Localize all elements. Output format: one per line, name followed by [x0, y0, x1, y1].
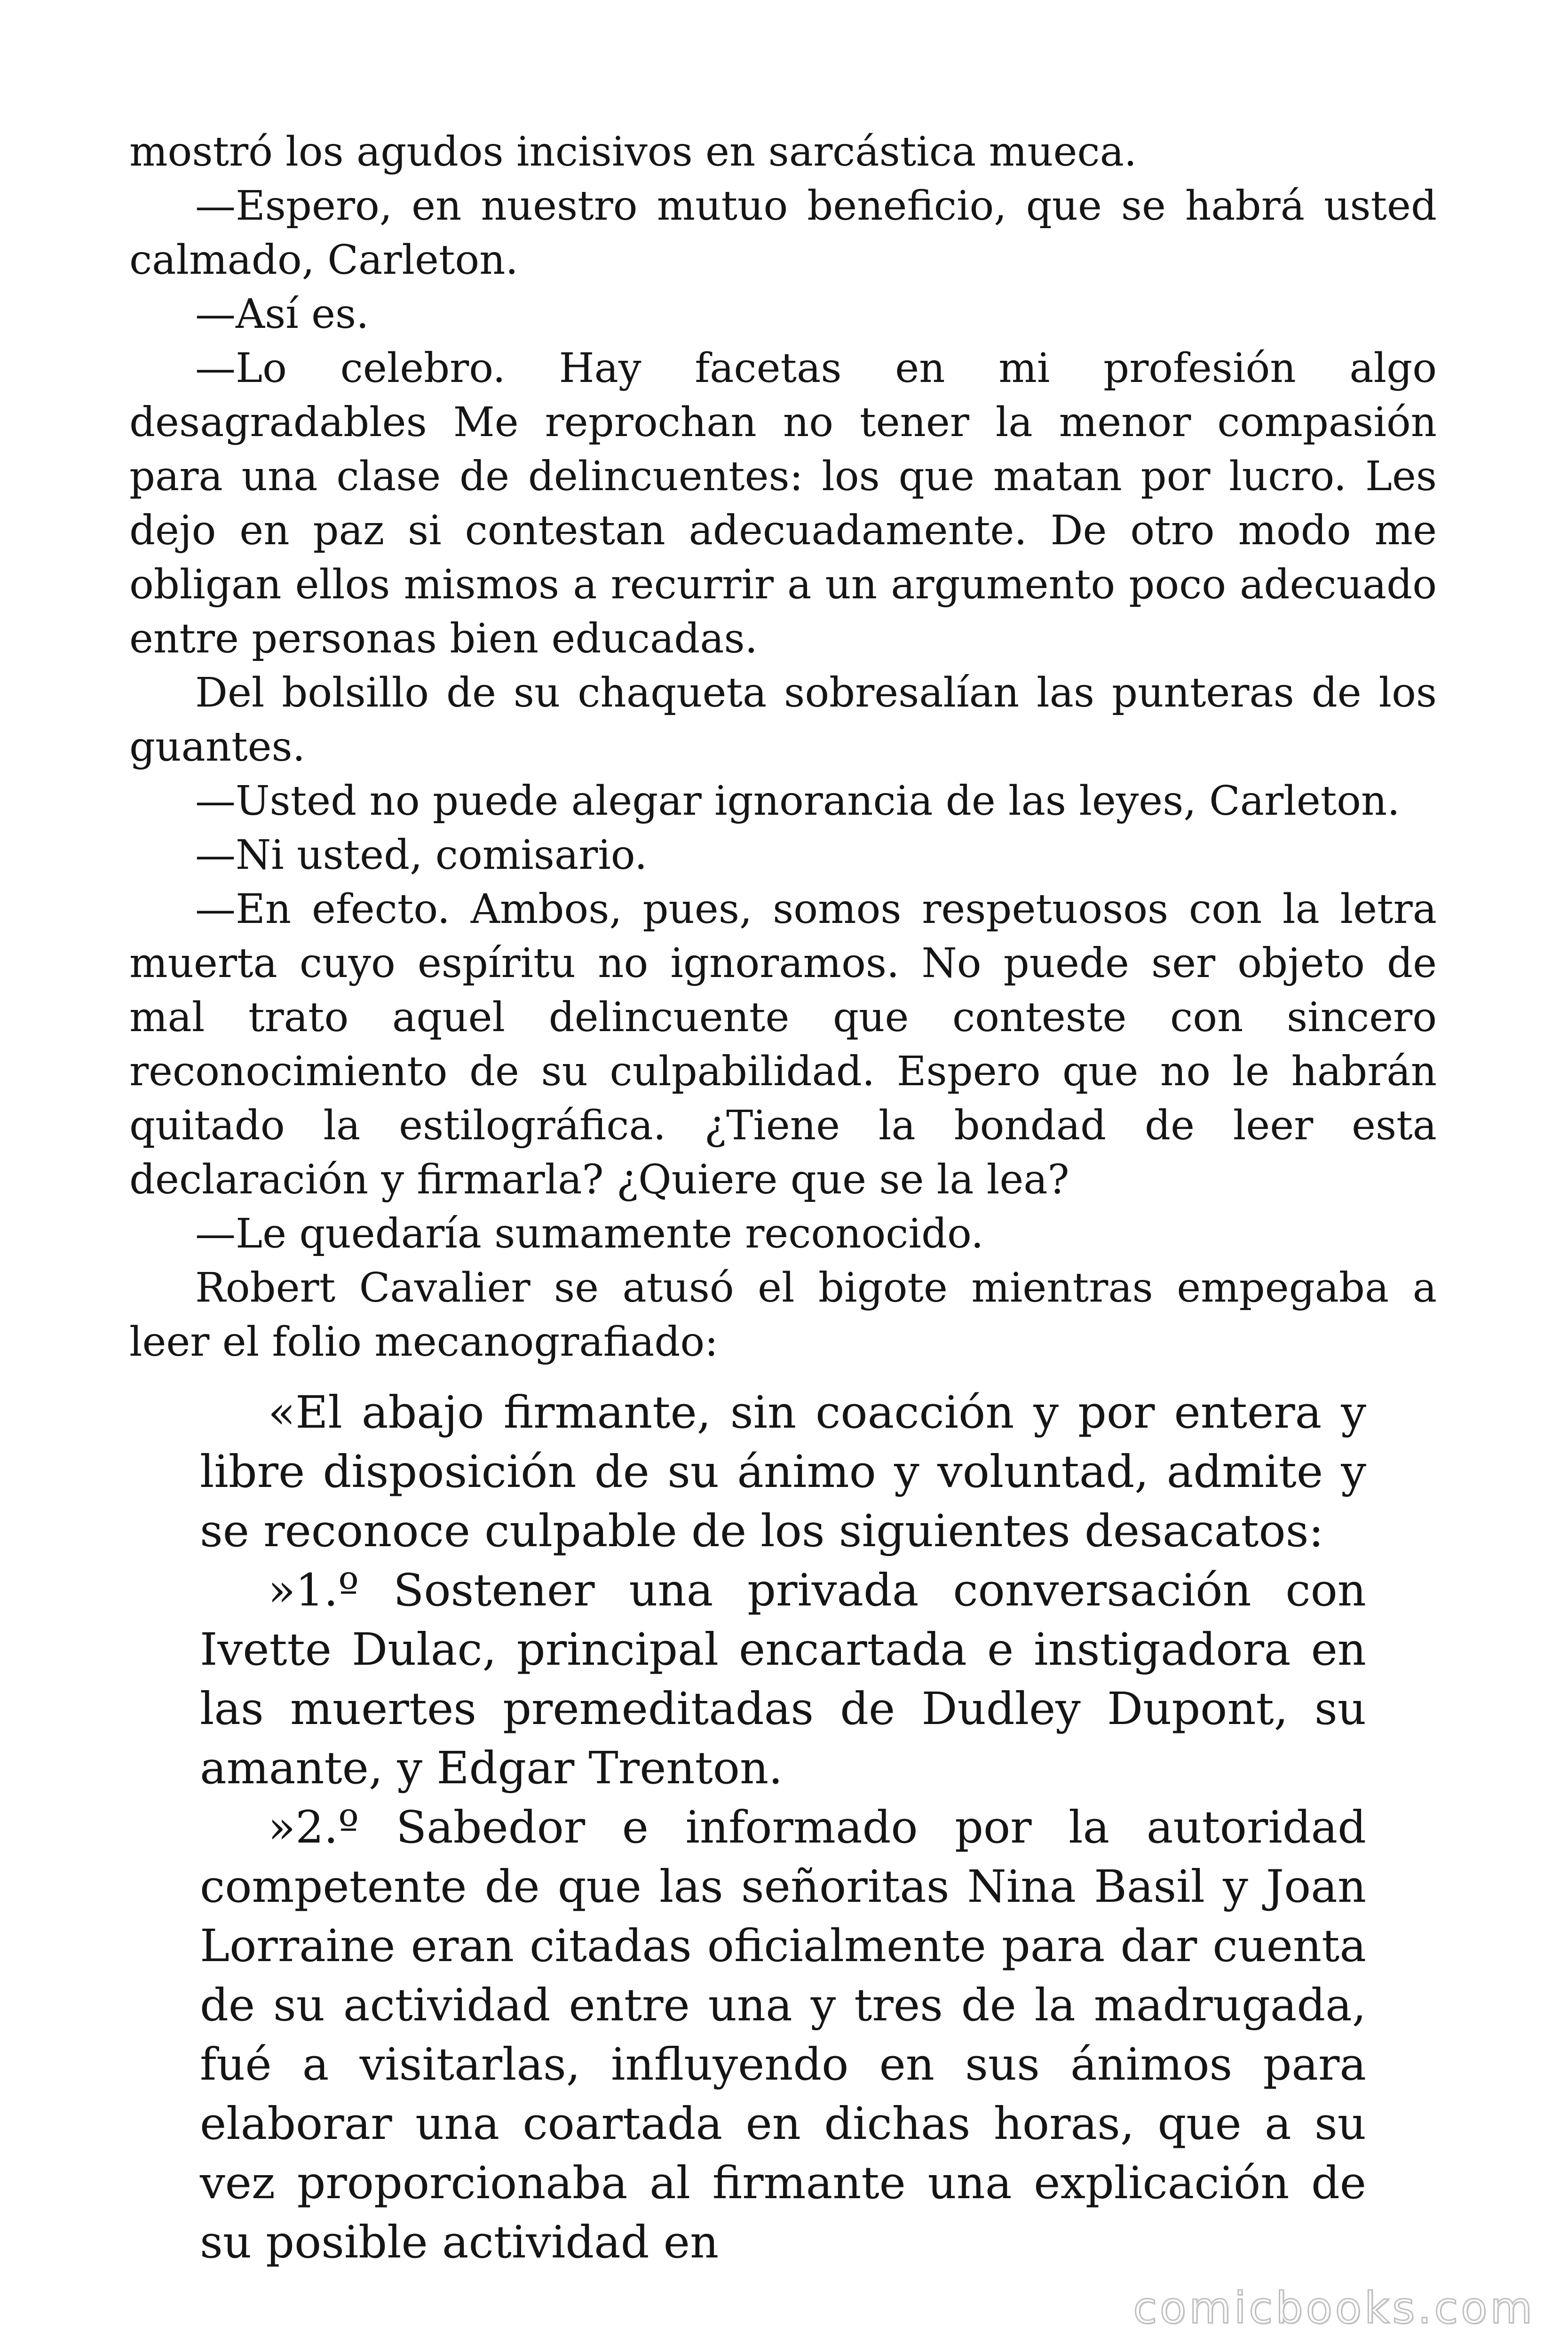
paragraph: Robert Cavalier se atusó el bigote mientras empegaba a leer el folio mecanografiado:	[129, 1264, 1437, 1366]
paragraph: —En efecto. Ambos, pues, somos respetuosos con la letra muerta cuyo espíritu no ignoramos. No puede ser objeto de mal trato aquel delincuente que conteste con sincero reconocimiento de su culpabilidad. Espero que no le habrán quitado la estilográfica. ¿Tiene la bondad de leer esta declaración y firmarla? ¿Quiere que se la lea?	[129, 886, 1437, 1203]
paragraph: Del bolsillo de su chaqueta sobresalían las punteras de los guantes.	[129, 669, 1437, 771]
paragraph: mostró los agudos incisivos en sarcástica mueca.	[129, 128, 1137, 175]
paragraph: —Usted no puede alegar ignorancia de las leyes, Carleton.	[195, 778, 1400, 825]
quote-paragraph: »1.º Sostener una privada conversación con Ivette Dulac, principal encartada e instigadora en las muertes premeditadas de Dudley Dupont, su amante, y Edgar Trenton.	[200, 1565, 1366, 1794]
paragraph: —Le quedaría sumamente reconocido.	[195, 1210, 984, 1257]
watermark: comicbooks.com	[1133, 2283, 1535, 2333]
body-text	[129, 125, 1437, 1369]
declaration-quote	[200, 1383, 1366, 2272]
quote-paragraph: »2.º Sabedor e informado por la autoridad competente de que las señoritas Nina Basil y Joan Lorraine eran citadas oficialmente para dar cuenta de su actividad entre una y tres de la madrugada, fué a visitarlas, influyendo en sus ánimos para elaborar una coartada en dichas horas, que a su vez proporcionaba al firmante una explicación de su posible actividad en	[200, 1802, 1366, 2268]
quote-paragraph: «El abajo firmante, sin coacción y por entera y libre disposición de su ánimo y voluntad, admite y se reconoce culpable de los siguientes desacatos:	[200, 1387, 1366, 1557]
paragraph: —Espero, en nuestro mutuo beneficio, que se habrá usted calmado, Carleton.	[129, 183, 1437, 284]
paragraph: —Ni usted, comisario.	[195, 832, 648, 879]
paragraph: —Así es.	[195, 291, 369, 338]
paragraph: —Lo celebro. Hay facetas en mi profesión algo desagradables Me reprochan no tener la menor compasión para una clase de delincuentes: los que matan por lucro. Les dejo en paz si contestan adecuadamente. De otro modo me obligan ellos mismos a recurrir a un argumento poco adecuado entre personas bien educadas.	[129, 345, 1437, 662]
